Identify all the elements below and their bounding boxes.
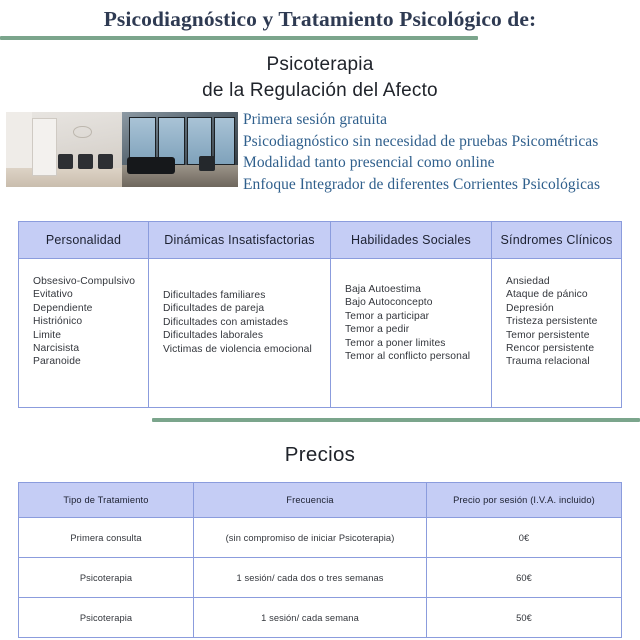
precios-header-row (19, 483, 622, 518)
precios-header-frecuencia: Frecuencia (194, 483, 427, 518)
concepts-cell-habilidades (331, 259, 492, 408)
precios-cell-frecuencia: (sin compromiso de iniciar Psicoterapia) (194, 518, 427, 558)
subtitle-line-1: Psicoterapia (266, 54, 374, 75)
photo-chair-shape (98, 154, 113, 169)
photo-door-shape (32, 118, 57, 176)
table-row (19, 598, 622, 638)
list-item: Depresión (506, 302, 554, 314)
list-item: Dificultades familiares (163, 290, 266, 301)
list-item: Dificultades laborales (163, 330, 264, 342)
list-item: Trauma relacional (506, 356, 590, 368)
concepts-list-habilidades (331, 275, 491, 363)
photo-chair-shape (58, 154, 73, 169)
concepts-list-dinamicas (149, 275, 330, 356)
precios-cell-tipo: Primera consulta (19, 518, 194, 558)
clinic-photo-strip (6, 112, 238, 187)
feature-item: Modalidad tanto presencial como online (243, 154, 495, 171)
green-divider-top (0, 36, 478, 40)
photo-chair-shape (78, 154, 93, 169)
feature-item: Enfoque Integrador de diferentes Corrientes Psicológicas (243, 175, 601, 193)
list-item: Obsesivo-Compulsivo (33, 276, 136, 287)
photo-logo-shape (73, 126, 91, 139)
green-divider-middle (152, 418, 640, 422)
concepts-header-habilidades: Habilidades Sociales (331, 222, 492, 259)
office-window-photo (122, 112, 238, 187)
concepts-cell-dinamicas (149, 259, 331, 408)
list-item: Ataque de pánico (506, 289, 588, 301)
concepts-list-personalidad (19, 275, 148, 369)
precios-cell-frecuencia: 1 sesión/ cada dos o tres semanas (194, 558, 427, 598)
photo-chair-shape (199, 156, 215, 171)
precios-title: Precios (284, 443, 356, 466)
subtitle-line-2: de la Regulación del Afecto (202, 80, 438, 101)
photo-floor-shape (6, 168, 122, 188)
list-item: Narcisista (33, 343, 80, 355)
precios-cell-precio: 60€ (427, 558, 622, 598)
concepts-cell-personalidad (19, 259, 149, 408)
list-item: Temor a participar (345, 310, 430, 322)
list-item: Evitativo (33, 289, 73, 301)
precios-cell-precio: 0€ (427, 518, 622, 558)
precios-cell-tipo: Psicoterapia (19, 598, 194, 638)
list-item: Dificultades de pareja (163, 303, 265, 315)
concepts-header-row (19, 222, 622, 259)
precios-header-tipo: Tipo de Tratamiento (19, 483, 194, 518)
list-item: Victimas de violencia emocional (163, 343, 312, 355)
list-item: Tristeza persistente (506, 316, 598, 328)
feature-list (243, 109, 600, 195)
list-item: Temor a pedir (345, 324, 410, 336)
precios-table (18, 482, 622, 638)
list-item: Dificultades con amistades (163, 316, 289, 328)
feature-item: Primera sesión gratuita (243, 111, 388, 128)
precios-cell-frecuencia: 1 sesión/ cada semana (194, 598, 427, 638)
list-item: Baja Autoestima (345, 284, 421, 295)
concepts-header-sindromes: Síndromes Clínicos (492, 222, 622, 259)
concepts-body-row (19, 259, 622, 408)
list-item: Bajo Autoconcepto (345, 297, 433, 309)
list-item: Paranoide (33, 356, 81, 368)
list-item: Rencor persistente (506, 343, 595, 355)
waiting-room-photo (6, 112, 122, 187)
photo-and-bullets-band (0, 108, 640, 196)
list-item: Temor al conflicto personal (345, 351, 471, 363)
concepts-table (18, 221, 622, 408)
precios-cell-tipo: Psicoterapia (19, 558, 194, 598)
list-item: Temor persistente (506, 329, 590, 341)
page-title: Psicodiagnóstico y Tratamiento Psicológico de: (103, 7, 537, 31)
concepts-cell-sindromes (492, 259, 622, 408)
concepts-header-personalidad: Personalidad (19, 222, 149, 259)
concepts-header-dinamicas: Dinámicas Insatisfactorias (149, 222, 331, 259)
list-item: Limite (33, 329, 62, 341)
subtitle-block (0, 52, 640, 104)
feature-item: Psicodiagnóstico sin necesidad de pruebas Psicométricas (243, 132, 599, 150)
list-item: Dependiente (33, 302, 93, 314)
photo-window-shape (214, 117, 236, 166)
concepts-list-sindromes (492, 275, 621, 369)
table-row (19, 558, 622, 598)
list-item: Ansiedad (506, 276, 550, 287)
precios-cell-precio: 50€ (427, 598, 622, 638)
photo-sofa-shape (127, 157, 176, 174)
list-item: Histriónico (33, 316, 83, 328)
precios-header-precio: Precio por sesión (I.V.A. incluido) (427, 483, 622, 518)
table-row (19, 518, 622, 558)
list-item: Temor a poner limites (345, 337, 446, 349)
